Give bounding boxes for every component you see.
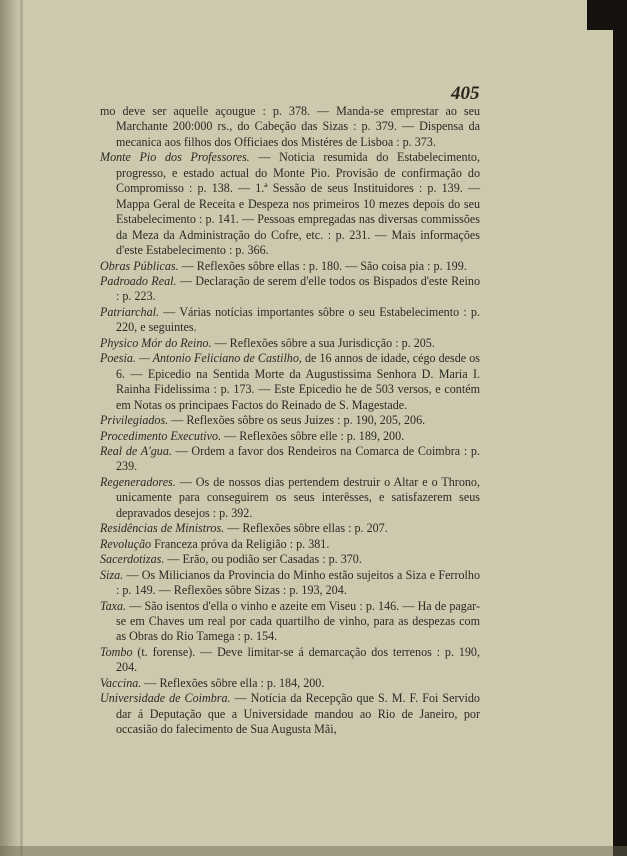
index-entry: [100, 552, 480, 567]
entry-heading: Regeneradores.: [100, 474, 176, 489]
dark-page-edge: [613, 0, 627, 856]
entry-heading: Padroado Real.: [100, 273, 177, 288]
page-bottom-edge: [0, 846, 627, 856]
entry-heading: Procedimento Executivo.: [100, 428, 222, 443]
index-entry: [100, 444, 480, 475]
index-entry: [100, 521, 480, 536]
index-entry: [100, 305, 480, 336]
entry-heading: Physico Mór do Reino.: [100, 335, 212, 350]
entry-text: — Erão, ou podião ser Casadas : p. 370.: [164, 552, 362, 567]
index-entry: [100, 150, 480, 258]
index-entry: [100, 645, 480, 676]
entry-text: Franceza próva da Religião : p. 381.: [151, 536, 330, 551]
entry-text: — Os de nossos dias pertendem destruir o Altar e o Throno, unicamente para conseguirem os seus interêsses, e satisfazerem seus depravados desejos : p. 392.: [116, 474, 480, 520]
entry-text: — Reflexões sôbre a sua Jurisdicção : p. 205.: [211, 335, 435, 350]
entry-text: , de 16 annos de idade, cégo desde os 6. — Epicedio na Sentida Morte da Augustissima Senhora D. Maria I. Rainha Fidelissima : p. 173. — Este Epicedio he de 503 versos, e contém em Notas os principaes Factos do Reinado de S. Magestade.: [116, 351, 480, 412]
entry-heading: Monte Pio dos Professores.: [100, 150, 250, 165]
entry-heading: Revolução: [100, 536, 152, 551]
entry-heading: Siza.: [100, 567, 124, 582]
entry-heading: Patriarchal.: [100, 304, 160, 319]
index-entry: [100, 537, 480, 552]
entry-text: — Reflexões sôbre os seus Juizes : p. 190, 205, 206.: [168, 413, 426, 428]
entry-text: (t. forense). — Deve limitar-se á demarcação dos terrenos : p. 190, 204.: [116, 644, 480, 675]
index-entry: [100, 336, 480, 351]
index-entry: [100, 351, 480, 413]
entry-heading: Vaccina.: [100, 675, 142, 690]
entry-heading: Obras Públicas.: [100, 258, 179, 273]
index-entry: [100, 599, 480, 645]
index-entries: [100, 104, 480, 738]
index-entry: [100, 676, 480, 691]
index-entry: [100, 568, 480, 599]
entry-text: — Reflexões sôbre ella : p. 184, 200.: [141, 675, 325, 690]
entry-text: — Reflexões sôbre ellas : p. 180. — São coisa pia : p. 199.: [178, 258, 467, 273]
entry-text: — Os Milicianos da Provincia do Minho estão sujeitos a Siza e Ferrolho : p. 149. — Reflexões sôbre Sizas : p. 193, 204.: [116, 567, 480, 598]
entry-text: — Ordem a favor dos Rendeiros na Comarca de Coimbra : p. 239.: [116, 443, 480, 474]
book-spine-shadow: [0, 0, 22, 856]
index-entry: [100, 274, 480, 305]
entry-heading: Tombo: [100, 644, 133, 659]
index-entry: [100, 691, 480, 737]
entry-text: — Notícia da Recepção que S. M. F. Foi Servido dar á Deputação que a Universidade mandou ao Rio de Janeiro, por occasião do falecimento de Sua Augusta Mãi,: [116, 691, 480, 737]
entry-heading: Real de A'gua.: [100, 443, 172, 458]
index-entry: [100, 104, 480, 150]
entry-heading: Privilegiados.: [100, 413, 169, 428]
entry-heading: Residências de Ministros.: [100, 521, 225, 536]
entry-text: — Várias notícias importantes sôbre o seu Estabelecimento : p. 220, e seguintes.: [116, 304, 480, 335]
entry-text: — Declaração de serem d'elle todos os Bispados d'este Reino : p. 223.: [116, 273, 480, 304]
page-fold-line: [20, 0, 23, 856]
entry-text: mo deve ser aquelle açougue : p. 378. — Manda-se emprestar ao seu Marchante 200:000 rs., do Cabeção das Sizas : p. 379. — Dispensa da mecanica aos filhos dos Officiaes dos Mistéres de Lisboa : p. 373.: [100, 104, 480, 149]
entry-heading: Sacerdotizas.: [100, 552, 165, 567]
entry-heading: Taxa.: [100, 598, 127, 613]
index-entry: [100, 259, 480, 274]
entry-text: — Noticia resumida do Estabelecimento, progresso, e estado actual do Monte Pio. Provisão de confirmação do Compromisso : p. 138. — 1.ª Sessão de seus Instituidores : p. 139. — Mappa Geral de Receita e Despeza nos primeiros 10 mezes depois do seu Estabelecimento : p. 141. — Pessoas empregadas nas diversas commissões da Meza da Administração do Cofre, etc. : p. 231. — Mais informações d'este Estabelecimento : p. 366.: [116, 150, 480, 258]
index-entry: [100, 429, 480, 444]
entry-text: — Reflexões sôbre ellas : p. 207.: [224, 521, 388, 536]
entry-heading: Poesia. — Antonio Feliciano de Castilho: [100, 351, 299, 366]
page-number: 405: [451, 83, 480, 104]
index-entry: [100, 475, 480, 521]
index-entry: [100, 413, 480, 428]
entry-text: — Reflexões sôbre elle : p. 189, 200.: [221, 428, 405, 443]
entry-text: — São isentos d'ella o vinho e azeite em Viseu : p. 146. — Ha de pagar-se em Chaves um real por cada quartilho de vinho, para as despezas com as Obras do Rio Tamega : p. 154.: [116, 598, 480, 644]
entry-heading: Universidade de Coimbra.: [100, 691, 231, 706]
